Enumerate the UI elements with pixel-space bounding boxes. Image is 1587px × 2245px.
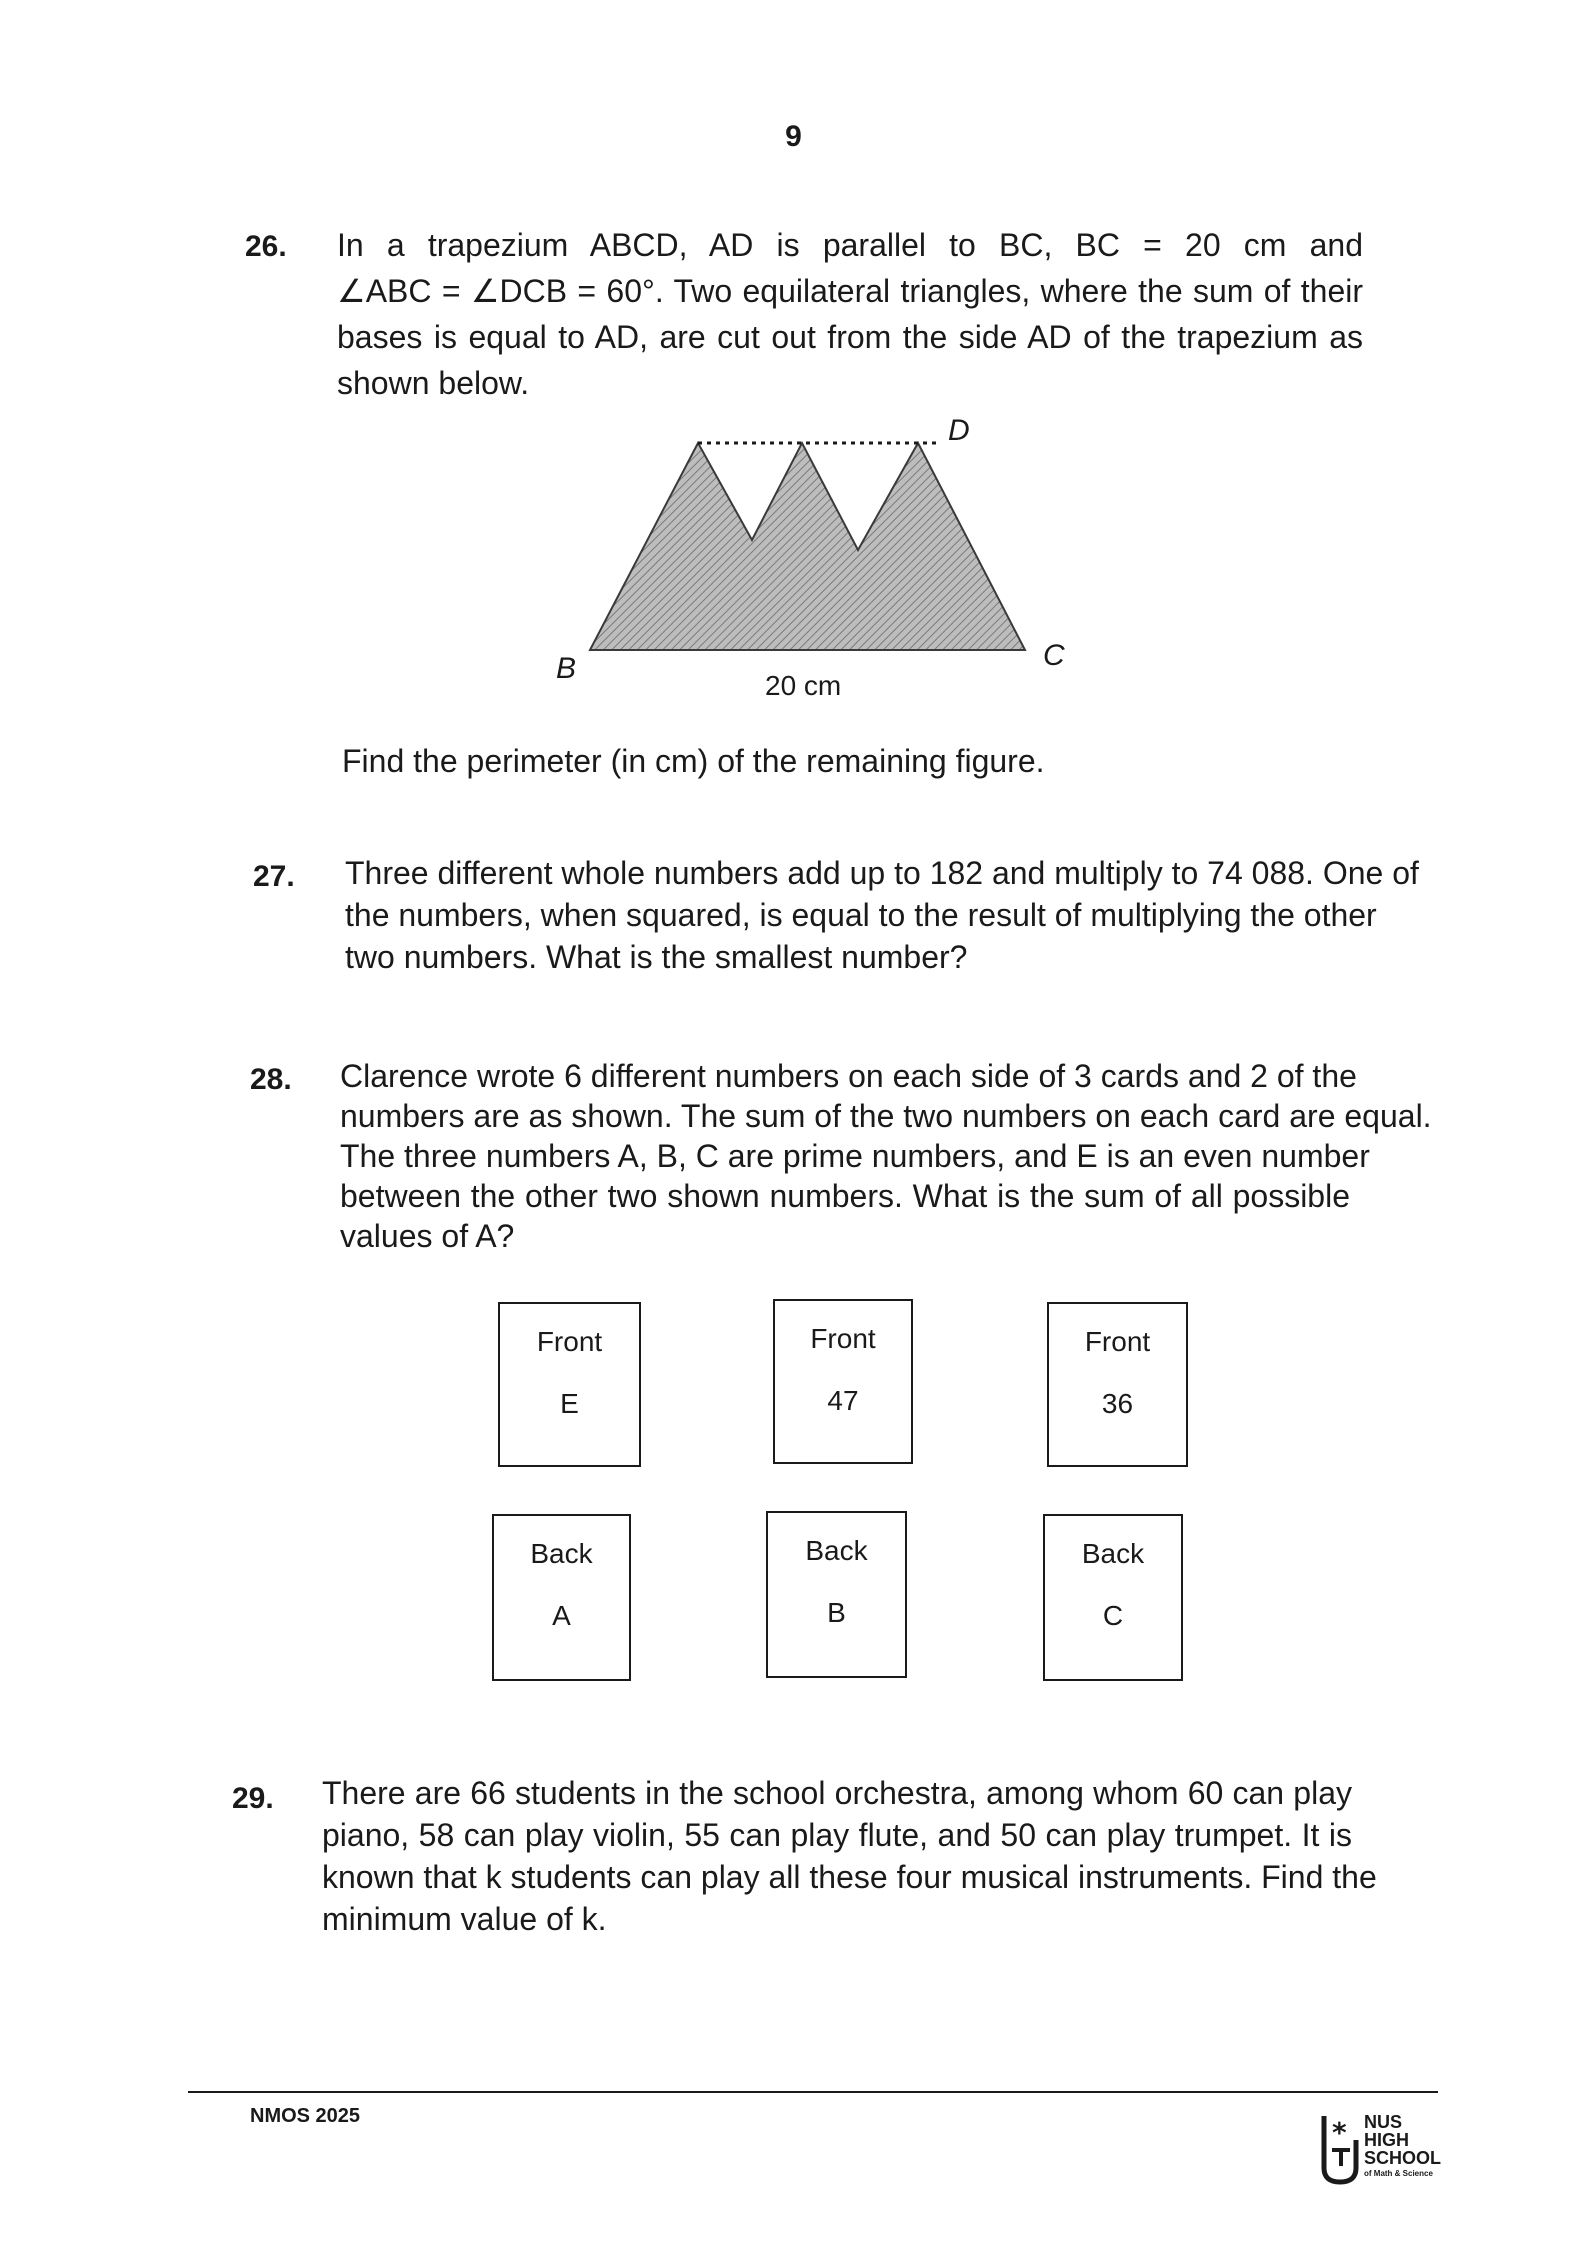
logo-text-line-4: of Math & Science xyxy=(1364,2169,1433,2178)
card-back-2 xyxy=(766,1511,907,1678)
footer-divider xyxy=(188,2091,1438,2093)
question-28-line-1: Clarence wrote 6 different numbers on each side of 3 cards and 2 of the xyxy=(340,1058,1357,1094)
question-28-line-4: between the other two shown numbers. What is the sum of all possible xyxy=(340,1178,1350,1214)
label-c: C xyxy=(1043,639,1065,672)
card-front-2 xyxy=(773,1299,913,1464)
question-29-number: 29. xyxy=(232,1782,274,1815)
remaining-figure xyxy=(590,443,1025,650)
nus-high-school-logo xyxy=(1320,2110,1460,2190)
card-side-label: Back xyxy=(805,1535,868,1566)
question-27-line-3: two numbers. What is the smallest number? xyxy=(345,939,968,975)
question-27-line-1: Three different whole numbers add up to 182 and multiply to 74 088. One of xyxy=(345,855,1419,891)
card-side-label: Front xyxy=(810,1323,876,1354)
card-value: 47 xyxy=(827,1385,859,1416)
card-value: A xyxy=(552,1600,571,1631)
label-d: D xyxy=(948,414,970,447)
svg-text:*: * xyxy=(1332,2116,1347,2149)
question-27-text xyxy=(345,852,1419,978)
question-29-line-2: piano, 58 can play violin, 55 can play flute, and 50 can play trumpet. It is xyxy=(322,1817,1352,1853)
card-side-label: Front xyxy=(1084,1326,1151,1357)
label-b: B xyxy=(556,652,577,685)
page-number: 9 xyxy=(785,120,802,153)
question-26-line-2: ∠ABC = ∠DCB = 60°. Two equilateral triangles, where the sum of their xyxy=(337,273,1363,309)
card-value: C xyxy=(1102,1600,1124,1631)
card-front-1 xyxy=(498,1302,641,1467)
question-28-text xyxy=(340,1056,1432,1256)
card-front-3 xyxy=(1047,1302,1188,1467)
question-26-text xyxy=(337,222,1363,406)
logo-text-line-2: HIGH xyxy=(1364,2130,1409,2150)
card-side-label: Back xyxy=(530,1538,593,1569)
question-29-line-4: minimum value of k. xyxy=(322,1901,607,1937)
question-26-number: 26. xyxy=(245,230,287,263)
trapezium-figure xyxy=(520,410,1080,710)
question-28-line-5: values of A? xyxy=(340,1218,515,1254)
card-value: 36 xyxy=(1101,1388,1134,1419)
logo-text-line-1: NUS xyxy=(1364,2112,1403,2132)
card-back-3 xyxy=(1043,1514,1183,1681)
question-28-number: 28. xyxy=(250,1063,292,1096)
question-28-line-2: numbers are as shown. The sum of the two numbers on each card are equal. xyxy=(340,1098,1432,1134)
logo-text-line-3: SCHOOL xyxy=(1364,2148,1442,2168)
card-back-1 xyxy=(492,1514,631,1681)
question-28-line-3: The three numbers A, B, C are prime numbers, and E is an even number xyxy=(340,1138,1370,1174)
card-value: B xyxy=(827,1597,846,1628)
question-26-line-3: bases is equal to AD, are cut out from the side AD of the trapezium as xyxy=(337,319,1363,355)
question-26-line-4: shown below. xyxy=(337,365,530,401)
base-length-label: 20 cm xyxy=(765,670,842,701)
footer-exam-name: NMOS 2025 xyxy=(250,2105,361,2127)
question-29-line-1: There are 66 students in the school orchestra, among whom 60 can play xyxy=(322,1775,1352,1811)
question-27-line-2: the numbers, when squared, is equal to the result of multiplying the other xyxy=(345,897,1377,933)
card-value: E xyxy=(560,1388,579,1419)
card-side-label: Back xyxy=(1081,1538,1145,1569)
question-29-line-3: known that k students can play all these four musical instruments. Find the xyxy=(322,1859,1377,1895)
question-26-prompt: Find the perimeter (in cm) of the remaining figure. xyxy=(342,743,1045,779)
question-29-text xyxy=(322,1772,1377,1940)
question-27-number: 27. xyxy=(253,860,295,893)
card-side-label: Front xyxy=(536,1326,603,1357)
question-26-line-1: In a trapezium ABCD, AD is parallel to BC, BC = 20 cm and xyxy=(337,227,1363,263)
